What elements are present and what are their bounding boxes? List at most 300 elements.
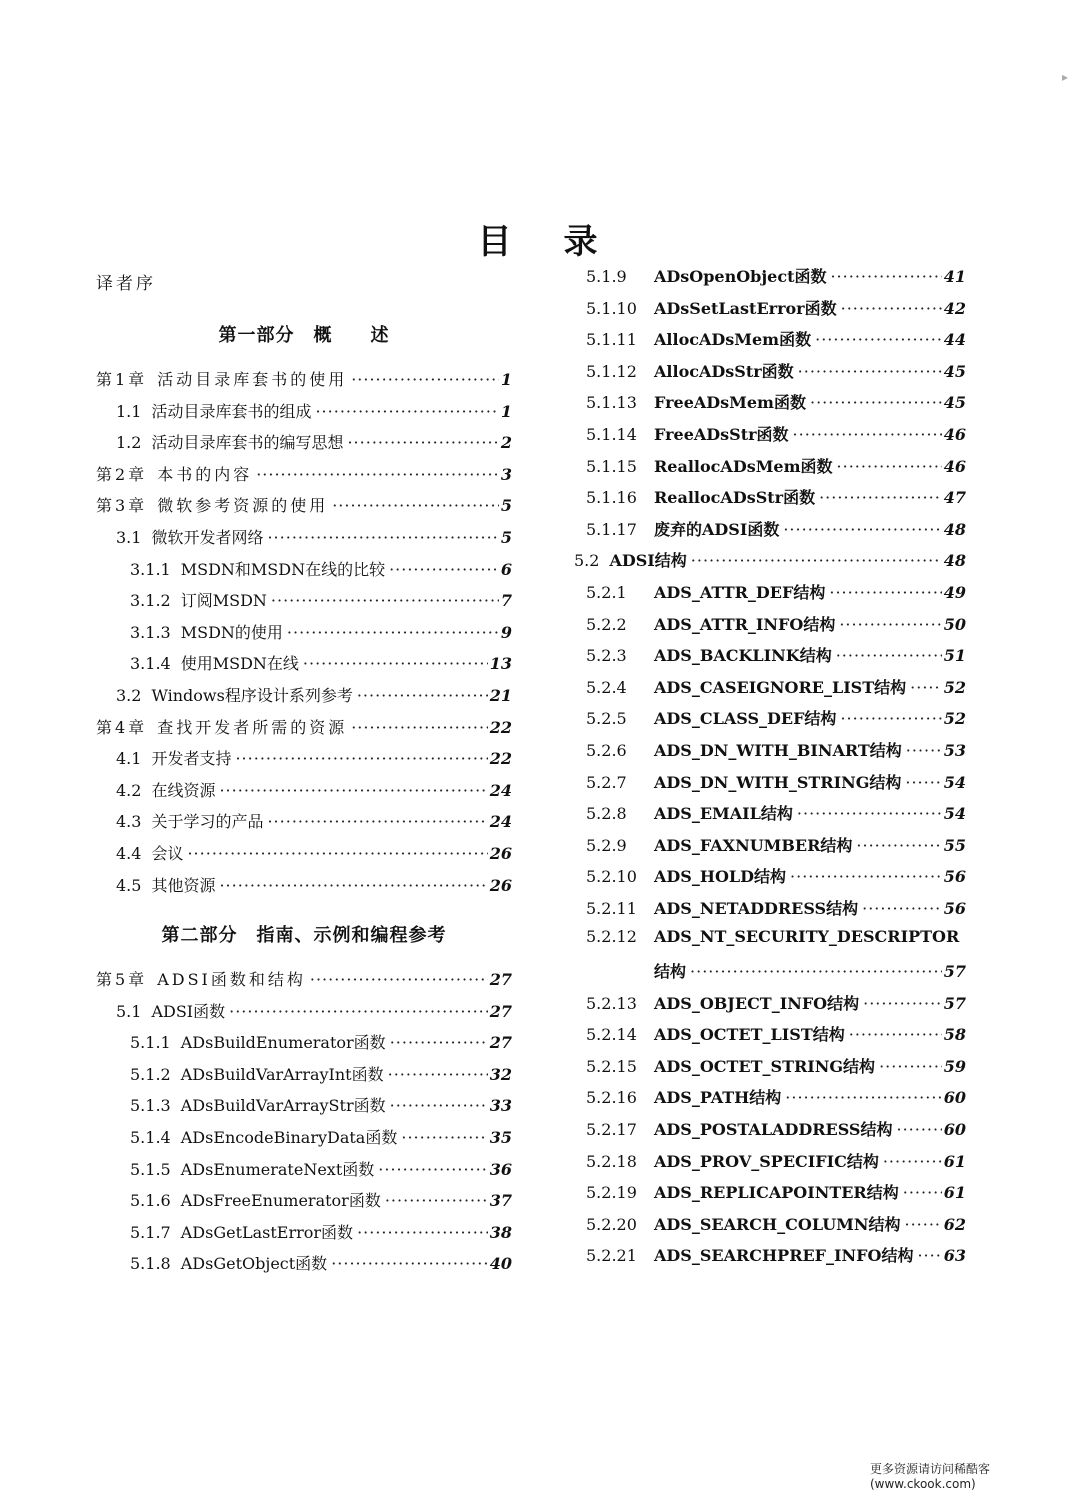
toc-entry[interactable] (96, 1093, 512, 1125)
toc-entry-number: 5.2.2 (586, 614, 627, 634)
toc-entry[interactable] (574, 738, 966, 770)
toc-entry-page: 45 (943, 361, 966, 381)
toc-entry-title: ADS_FAXNUMBER结构 (654, 835, 853, 855)
toc-entry-page: 60 (943, 1088, 966, 1108)
toc-entry[interactable] (574, 580, 966, 612)
toc-entry[interactable] (574, 706, 966, 738)
toc-entry-title: ADS_DN_WITH_BINART结构 (654, 740, 902, 760)
page-title: 目录 (477, 222, 650, 262)
toc-entry-number: 5.1.9 (586, 267, 627, 286)
toc-entry-title: ADsBuildVarArrayInt函数 (180, 1064, 384, 1084)
toc-entry-title: 微软参考资源的使用 (157, 496, 329, 516)
toc-entry-number: 第2章 (96, 464, 148, 484)
toc-entry-title: FreeADsMem函数 (654, 393, 806, 413)
toc-entry[interactable] (574, 1212, 966, 1244)
toc-entry-title: 活动目录库套书的使用 (157, 370, 348, 389)
toc-entry-page: 48 (943, 519, 966, 539)
toc-entry[interactable] (96, 1030, 512, 1062)
toc-entry-number: 3.1 (116, 527, 142, 547)
toc-entry-number: 4.5 (116, 875, 142, 895)
dot-leader (219, 781, 487, 800)
toc-entry[interactable] (574, 1085, 966, 1117)
toc-entry-number: 5.2.15 (586, 1056, 637, 1076)
toc-entry[interactable] (574, 896, 966, 928)
toc-entry[interactable] (96, 1157, 512, 1189)
toc-entry-page: 27 (489, 1001, 512, 1021)
toc-entry-wrapped[interactable] (574, 927, 966, 990)
toc-entry-page: 32 (489, 1064, 512, 1084)
toc-entry[interactable] (574, 675, 966, 707)
toc-entry-page: 24 (489, 812, 512, 832)
dot-leader (357, 1223, 488, 1242)
dot-leader (347, 433, 498, 452)
dot-leader (267, 812, 487, 831)
part1-entries (96, 367, 512, 904)
toc-entry[interactable] (574, 1054, 966, 1086)
toc-entry-number: 5.2.11 (586, 898, 637, 918)
toc-entry-title: 开发者支持 (151, 749, 232, 769)
toc-entry-number: 4.4 (116, 843, 142, 863)
dot-leader (389, 560, 499, 579)
dot-leader (883, 1152, 942, 1171)
toc-entry-page: 38 (489, 1222, 512, 1242)
toc-entry[interactable] (574, 1243, 966, 1275)
dot-leader (906, 741, 942, 760)
toc-entry[interactable] (96, 588, 512, 620)
dot-leader (879, 1057, 942, 1076)
toc-entry-page: 1 (500, 401, 512, 421)
dot-leader (187, 844, 487, 863)
dot-leader (256, 465, 499, 484)
toc-entry-title: MSDN的使用 (180, 622, 283, 642)
dot-leader (351, 718, 488, 737)
toc-entry-title: ADS_NT_SECURITY_DESCRIPTOR (654, 927, 960, 947)
toc-entry-number: 5.2.7 (586, 772, 627, 792)
dot-leader (271, 591, 499, 610)
toc-entry-number: 5.1.4 (130, 1128, 171, 1148)
right-entries-c (574, 991, 966, 1275)
toc-entry-number: 5.2.1 (586, 582, 627, 602)
toc-entry-title: ADsFreeEnumerator函数 (180, 1191, 381, 1211)
toc-entry-number: 5.1.16 (586, 488, 637, 508)
toc-entry-title: FreeADsStr函数 (654, 424, 789, 444)
toc-entry[interactable] (96, 367, 512, 399)
toc-entry-page: 35 (489, 1128, 512, 1148)
toc-entry[interactable] (574, 1022, 966, 1054)
dot-leader (903, 1183, 942, 1202)
toc-entry[interactable] (574, 643, 966, 675)
toc-entry-title: ADsBuildVarArrayStr函数 (180, 1096, 386, 1116)
dot-leader (836, 646, 942, 665)
toc-entry[interactable] (96, 399, 512, 431)
toc-entry-number: 5.2.3 (586, 646, 627, 666)
toc-entry-number: 5.2.14 (586, 1025, 637, 1045)
toc-entry-title: ADS_NETADDRESS结构 (654, 898, 859, 918)
toc-entry[interactable] (96, 557, 512, 589)
toc-entry-title: ADS_ATTR_DEF结构 (654, 582, 826, 602)
toc-entry-page: 46 (943, 456, 966, 476)
toc-entry-title: Windows程序设计系列参考 (151, 685, 353, 705)
toc-entry-title: ADS_EMAIL结构 (654, 804, 793, 824)
toc-entry[interactable] (574, 864, 966, 896)
part2-entries (96, 967, 512, 1283)
toc-entry-number: 5.1.3 (130, 1096, 171, 1116)
dot-leader (810, 393, 942, 412)
toc-entry-title: ADS_POSTALADDRESS结构 (654, 1120, 893, 1140)
dot-leader (910, 678, 942, 697)
toc-entry-title-cont: 结构 (654, 962, 687, 982)
toc-entry-title: ADS_OCTET_LIST结构 (654, 1025, 845, 1045)
dot-leader (839, 615, 941, 634)
toc-entry[interactable] (96, 1188, 512, 1220)
toc-entry-title: ADS_PROV_SPECIFIC结构 (654, 1151, 879, 1171)
toc-entry-title: 在线资源 (151, 780, 216, 800)
dot-leader (905, 773, 941, 792)
toc-entry-title: ADS_OCTET_STRING结构 (654, 1056, 876, 1076)
dot-leader (841, 299, 942, 318)
toc-entry-page: 57 (943, 993, 966, 1013)
toc-entry-page: 46 (943, 424, 966, 444)
toc-entry-number: 第5章 (96, 970, 148, 990)
toc-entry-title: 使用MSDN在线 (180, 654, 299, 674)
toc-entry-title: 关于学习的产品 (151, 812, 264, 832)
toc-entry-title: 订阅MSDN (180, 591, 267, 611)
dot-leader (357, 686, 488, 705)
toc-entry[interactable] (574, 485, 966, 517)
dot-leader (856, 836, 941, 855)
toc-entry[interactable] (96, 430, 512, 462)
toc-entry-title: 微软开发者网络 (151, 527, 264, 547)
toc-entry-page: 22 (489, 717, 512, 737)
toc-entry-page: 61 (943, 1151, 966, 1171)
toc-entry-number: 5.2.21 (586, 1246, 637, 1266)
dot-leader (863, 994, 942, 1013)
dot-leader (310, 970, 488, 989)
toc-entry-page: 40 (489, 1254, 512, 1274)
toc-entry[interactable] (96, 1125, 512, 1157)
scan-mark: ▸ (1062, 70, 1069, 84)
right-entries-a (574, 264, 966, 548)
dot-leader (388, 1065, 488, 1084)
dot-leader (287, 623, 499, 642)
toc-entry-page: 54 (943, 804, 966, 824)
toc-entry-line1 (574, 927, 966, 959)
dot-leader (331, 1254, 488, 1273)
toc-entry-page: 55 (943, 835, 966, 855)
right-entries-b (574, 580, 966, 928)
toc-entry-page: 56 (943, 867, 966, 887)
toc-entry-number: 5.2.13 (586, 993, 637, 1013)
toc-entry-page: 57 (943, 962, 966, 982)
toc-entry-page: 59 (943, 1056, 966, 1076)
toc-entry[interactable] (574, 422, 966, 454)
toc-entry-number: 5.2.5 (586, 709, 627, 729)
dot-leader (905, 1215, 942, 1234)
toc-entry-title: ADsOpenObject函数 (654, 267, 827, 286)
toc-entry-title: ADsEncodeBinaryData函数 (180, 1128, 398, 1148)
toc-entry-title: ADsEnumerateNext函数 (180, 1159, 375, 1179)
toc-entry-page: 36 (489, 1159, 512, 1179)
toc-entry-page: 51 (943, 646, 966, 666)
toc-entry[interactable] (574, 264, 966, 296)
toc-entry-number: 第1章 (96, 370, 148, 389)
toc-entry-number: 5.1.10 (586, 298, 637, 318)
dot-leader (849, 1025, 942, 1044)
toc-entry[interactable] (574, 1117, 966, 1149)
toc-entry-page: 63 (943, 1246, 966, 1266)
toc-entry[interactable] (574, 833, 966, 865)
toc-right-column (574, 264, 966, 1275)
toc-entry-number: 5.1.8 (130, 1254, 171, 1274)
toc-entry[interactable] (574, 991, 966, 1023)
toc-entry-page: 22 (489, 749, 512, 769)
toc-entry-page: 33 (489, 1096, 512, 1116)
toc-entry[interactable] (96, 809, 512, 841)
toc-entry-page: 61 (943, 1183, 966, 1203)
toc-entry-number: 5.1.12 (586, 361, 637, 381)
dot-leader (690, 962, 942, 981)
toc-entry-page: 48 (943, 551, 966, 571)
toc-entry-page: 58 (943, 1025, 966, 1045)
toc-entry-page: 41 (943, 267, 966, 286)
toc-entry-number: 4.2 (116, 780, 142, 800)
toc-entry[interactable] (96, 1251, 512, 1283)
toc-entry-page: 21 (489, 685, 512, 705)
toc-entry-number: 5.2.8 (586, 804, 627, 824)
toc-entry-page: 56 (943, 898, 966, 918)
toc-entry-number: 4.1 (116, 749, 142, 769)
dot-leader (691, 551, 942, 570)
dot-leader (837, 457, 942, 476)
toc-entry[interactable] (574, 390, 966, 422)
toc-entry-number: 1.1 (116, 401, 142, 421)
toc-entry[interactable] (574, 1149, 966, 1181)
toc-entry-number: 3.2 (116, 685, 142, 705)
dot-leader (303, 654, 488, 673)
toc-entry-number: 5.2.4 (586, 677, 627, 697)
toc-entry-title: MSDN和MSDN在线的比较 (180, 559, 386, 579)
toc-entry[interactable] (574, 801, 966, 833)
toc-entry-page: 42 (943, 298, 966, 318)
toc-entry-number: 5.2 (574, 551, 600, 571)
toc-entry[interactable] (574, 517, 966, 549)
dot-leader (401, 1128, 487, 1147)
toc-entry-number: 3.1.3 (130, 622, 171, 642)
toc-entry[interactable] (574, 770, 966, 802)
toc-entry-number: 5.1.14 (586, 424, 637, 444)
toc-entry-title: 查找开发者所需的资源 (157, 717, 348, 737)
toc-entry-page: 26 (489, 875, 512, 895)
footer-note: 更多资源请访问稀酷客(www.ckook.com) (870, 1462, 991, 1491)
toc-entry-page: 2 (500, 433, 512, 453)
toc-entry[interactable] (574, 359, 966, 391)
toc-entry-title: 其他资源 (151, 875, 216, 895)
toc-entry[interactable] (96, 525, 512, 557)
toc-entry[interactable] (574, 548, 966, 580)
toc-entry-number: 1.2 (116, 433, 142, 453)
toc-entry-title: ADSI函数和结构 (157, 970, 306, 990)
toc-entry[interactable] (96, 715, 512, 747)
toc-entry-number: 5.1.13 (586, 393, 637, 413)
toc-entry-page: 47 (943, 488, 966, 508)
dot-leader (785, 1088, 941, 1107)
toc-entry-number: 4.3 (116, 812, 142, 832)
toc-entry-number: 5.1.17 (586, 519, 637, 539)
toc-entry[interactable] (96, 746, 512, 778)
dot-leader (235, 749, 487, 768)
toc-entry-title: 会议 (151, 843, 184, 863)
toc-entry-number: 5.2.16 (586, 1088, 637, 1108)
toc-entry[interactable] (96, 778, 512, 810)
toc-entry-page: 5 (500, 496, 512, 516)
toc-entry[interactable] (96, 873, 512, 905)
toc-entry[interactable] (574, 296, 966, 328)
toc-entry-number: 5.2.18 (586, 1151, 637, 1171)
toc-entry-number: 5.1.5 (130, 1159, 171, 1179)
toc-entry-number: 5.2.9 (586, 835, 627, 855)
toc-entry-title: 活动目录库套书的编写思想 (151, 433, 344, 453)
dot-leader (219, 876, 487, 895)
toc-entry-title: ADsGetLastError函数 (180, 1222, 354, 1242)
dot-leader (378, 1160, 487, 1179)
dot-leader (797, 804, 942, 823)
toc-entry-title: ReallocADsMem函数 (654, 456, 833, 476)
toc-entry[interactable] (96, 1062, 512, 1094)
toc-entry-number: 第4章 (96, 717, 148, 737)
toc-entry-title: ADS_ATTR_INFO结构 (654, 614, 836, 634)
dot-leader (819, 488, 942, 507)
toc-entry-number: 5.1.2 (130, 1064, 171, 1084)
dot-leader (783, 520, 941, 539)
toc-entry-title: ADS_REPLICAPOINTER结构 (654, 1183, 899, 1203)
toc-entry-page: 27 (489, 1033, 512, 1053)
toc-entry-title: ADS_OBJECT_INFO结构 (654, 993, 860, 1013)
toc-entry-number: 5.1.11 (586, 330, 637, 350)
toc-entry-title: 本书的内容 (157, 464, 253, 484)
toc-entry-title: ADsSetLastError函数 (654, 298, 837, 318)
toc-entry-page: 1 (500, 370, 512, 389)
toc-entry-page: 24 (489, 780, 512, 800)
toc-entry-number: 5.2.10 (586, 867, 637, 887)
toc-entry[interactable] (96, 841, 512, 873)
toc-entry-page: 7 (500, 591, 512, 611)
toc-entry-title: ADSI结构 (609, 551, 687, 571)
toc-entry[interactable] (96, 620, 512, 652)
toc-entry-page: 13 (489, 654, 512, 674)
toc-entry-title: ADS_SEARCHPREF_INFO结构 (654, 1246, 914, 1266)
toc-entry-title: ADS_DN_WITH_STRING结构 (654, 772, 902, 792)
toc-entry[interactable] (574, 327, 966, 359)
toc-entry-number: 5.2.19 (586, 1183, 637, 1203)
toc-entry[interactable] (96, 683, 512, 715)
toc-entry-page: 5 (500, 527, 512, 547)
toc-entry-page: 53 (943, 740, 966, 760)
toc-entry[interactable] (96, 999, 512, 1031)
toc-entry-number: 5.1.7 (130, 1222, 171, 1242)
toc-entry-title: ADSI函数 (151, 1001, 226, 1021)
toc-entry-page: 6 (500, 559, 512, 579)
dot-leader (229, 1002, 488, 1021)
dot-leader (793, 425, 942, 444)
toc-entry-title: 活动目录库套书的组成 (151, 401, 312, 421)
toc-entry-number: 5.2.17 (586, 1120, 637, 1140)
dot-leader (798, 362, 942, 381)
dot-leader (390, 1033, 488, 1052)
toc-entry-page: 26 (489, 843, 512, 863)
toc-entry-title: ADS_BACKLINK结构 (654, 646, 832, 666)
dot-leader (390, 1096, 488, 1115)
dot-leader (332, 496, 499, 515)
toc-entry[interactable] (574, 454, 966, 486)
toc-entry-title: 废弃的ADSI函数 (654, 519, 780, 539)
toc-entry-page: 37 (489, 1191, 512, 1211)
toc-entry[interactable] (96, 1220, 512, 1252)
toc-entry[interactable] (96, 462, 512, 494)
toc-entry-number: 5.1 (116, 1001, 142, 1021)
toc-entry-page: 3 (500, 464, 512, 484)
toc-entry-page: 60 (943, 1120, 966, 1140)
dot-leader (351, 370, 499, 389)
toc-entry-page: 44 (943, 330, 966, 350)
dot-leader (815, 330, 942, 349)
toc-entry-title: ADS_SEARCH_COLUMN结构 (654, 1214, 901, 1234)
part2-heading: 第二部分 指南、示例和编程参考 (161, 925, 447, 947)
toc-entry-page: 49 (943, 582, 966, 602)
toc-preface[interactable]: 译者序 (96, 274, 156, 294)
dot-leader (829, 583, 941, 602)
toc-entry-title: ADS_PATH结构 (654, 1088, 782, 1108)
toc-entry-number: 5.1.6 (130, 1191, 171, 1211)
toc-entry-number: 5.2.12 (586, 927, 637, 947)
toc-entry-page: 62 (943, 1214, 966, 1234)
toc-entry-number: 3.1.2 (130, 591, 171, 611)
toc-entry-title: ADsGetObject函数 (180, 1254, 328, 1274)
toc-left-column (96, 264, 512, 1283)
dot-leader (896, 1120, 941, 1139)
dot-leader (790, 867, 942, 886)
toc-entry-title: ADS_CLASS_DEF结构 (654, 709, 837, 729)
toc-entry-page: 52 (943, 709, 966, 729)
toc-entry-page: 54 (943, 772, 966, 792)
toc-entry[interactable] (96, 967, 512, 999)
toc-entry-page: 50 (943, 614, 966, 634)
dot-leader (315, 402, 498, 421)
toc-entry-title: AllocADsStr函数 (654, 361, 794, 381)
toc-entry-title: ReallocADsStr函数 (654, 488, 816, 508)
dot-leader (862, 899, 942, 918)
toc-entry-title: ADS_HOLD结构 (654, 867, 787, 887)
toc-entry-line2 (574, 959, 966, 991)
toc-entry-number: 3.1.1 (130, 559, 171, 579)
part1-heading: 第一部分 概 述 (218, 325, 390, 346)
toc-entry-number: 5.1.15 (586, 456, 637, 476)
toc-entry-page: 45 (943, 393, 966, 413)
toc-entry-title: ADS_CASEIGNORE_LIST结构 (654, 677, 907, 697)
toc-entry[interactable] (574, 1180, 966, 1212)
toc-entry[interactable] (574, 612, 966, 644)
toc-entry[interactable] (96, 493, 512, 525)
toc-entry-page: 9 (500, 622, 512, 642)
toc-entry-page: 52 (943, 677, 966, 697)
toc-entry[interactable] (96, 651, 512, 683)
toc-entry-number: 3.1.4 (130, 654, 171, 674)
toc-entry-number: 第3章 (96, 496, 148, 516)
dot-leader (830, 267, 941, 286)
dot-leader (385, 1191, 488, 1210)
dot-leader (267, 528, 498, 547)
toc-entry-page: 27 (489, 970, 512, 990)
toc-entry-title: AllocADsMem函数 (654, 330, 812, 350)
